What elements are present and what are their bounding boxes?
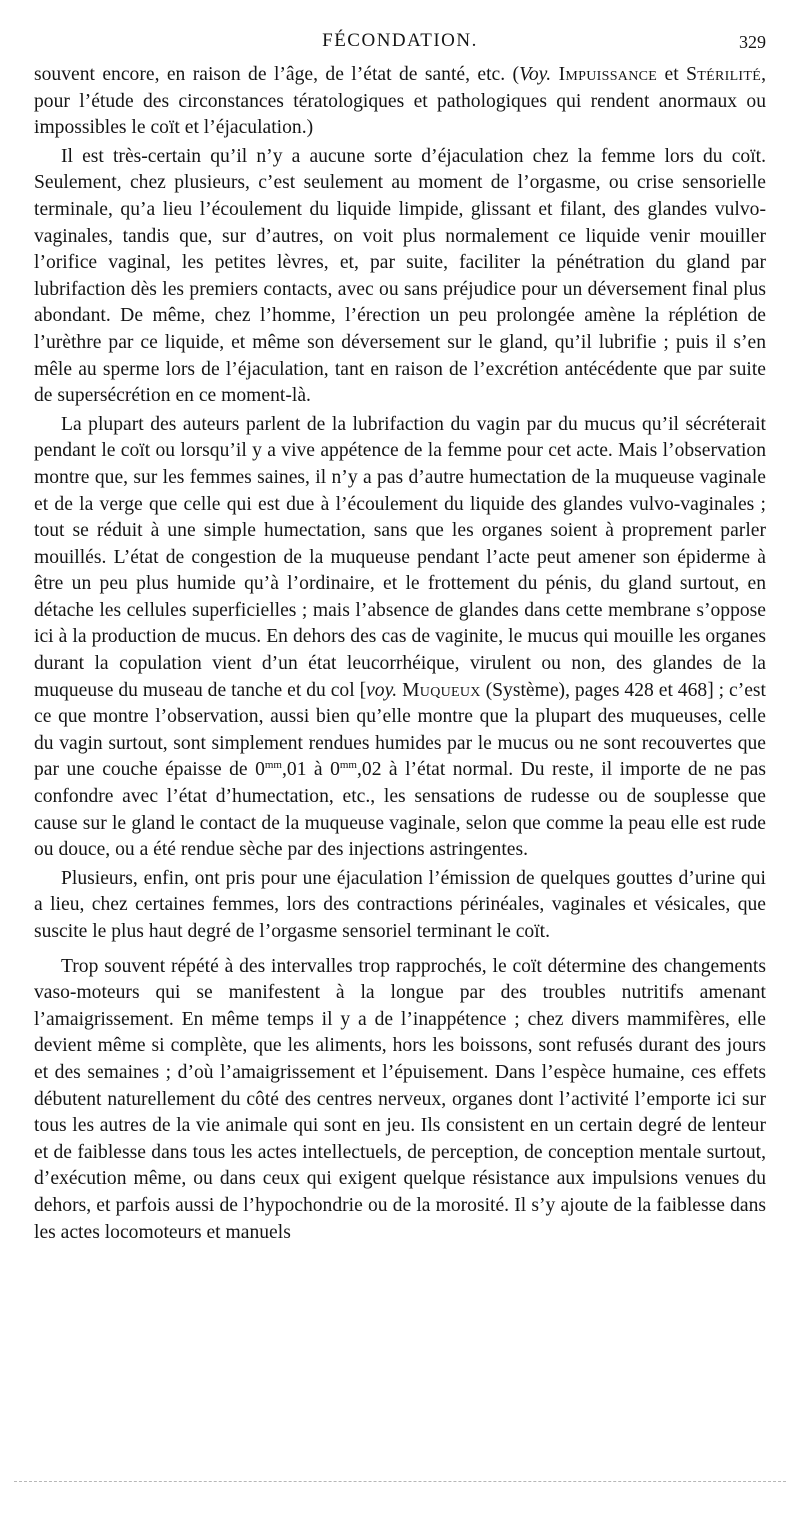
cross-reference-muqueux: Muqueux — [402, 679, 481, 701]
text-run: ,01 à 0 — [282, 759, 340, 781]
unit-superscript: mm — [264, 759, 282, 772]
page-number: 329 — [739, 32, 766, 52]
text-run: et — [657, 64, 687, 85]
text-run — [551, 64, 558, 85]
italic-abbreviation: voy. — [366, 679, 398, 701]
text-run: (Système), pages 428 et 468] ; c’est ce que montre l’observation, aussi bien qu’elle montre que la plupart des muqueuses, celle du vagin surtout, sont simplement rendues humides par le mucus ou ne sont recouvertes que par une couche épaisse de 0 — [34, 679, 767, 781]
running-title: FÉCONDATION. — [322, 30, 478, 51]
text-run: , pour l’étude des circonstances tératologiques et pathologiques qui rendent anormaux ou impossibles le coït et l’éjaculation.) — [34, 64, 766, 139]
body-text — [34, 62, 766, 1248]
unit-superscript: mm — [339, 759, 357, 772]
cross-reference-impuissance: Impuissance — [558, 64, 658, 85]
text-run: souvent encore, en raison de l’âge, de l’état de santé, etc. ( — [34, 64, 520, 85]
scan-edge-line — [14, 1481, 786, 1482]
paragraph-2: Il est très-certain qu’il n’y a aucune sorte d’éjaculation chez la femme lors du coït. Seulement, chez plusieurs, c’est seulement au moment de l’orgasme, ou crise sensorielle terminale, qu’a lieu l’écoulement du liquide limpide, glissant et filant, des glandes vulvo-vaginales, tandis que, sur d’autres, on voit plus normalement ce liquide venir mouiller l’orifice vaginal, les petites lèvres, et, par suite, faciliter la pénétration du gland par lubrifaction dès les premiers contacts, avec ou sans préjudice pour un déversement final plus abondant. De même, chez l’homme, l’érection un peu prolongée amène la réplétion de l’urèthre par ce liquide, et même son déversement sur le gland, qu’il lubrifie ; puis il s’en mêle au sperme lors de l’éjaculation, tant en raison de l’excrétion antécédente que par suite de supersécrétion en ce moment-là. — [34, 145, 766, 407]
paragraph-4: Plusieurs, enfin, ont pris pour une éjaculation l’émission de quelques gouttes d’urine qui a lieu, chez certaines femmes, lors des contractions périnéales, vaginales et vésicales, que suscite le plus haut degré de l’orgasme sensoriel terminant le coït. — [34, 867, 766, 942]
paragraph-1 — [34, 62, 766, 142]
running-header — [34, 20, 766, 60]
text-run: La plupart des auteurs parlent de la lubrifaction du vagin par du mucus qu’il sécréterait pendant le coït ou lorsqu’il y a vive appétence de la femme pour cet acte. Mais l’observation montre que, sur les femmes saines, il n’y a pas d’autre humectation de la muqueuse vaginale et de la verge que celle qui est due à l’écoulement du liquide des glandes vulvo-vaginales ; tout se réduit à une simple humectation, sans que les organes soient à proprement parler mouillés. L’état de congestion de la muqueuse pendant l’acte peut amener son épiderme à être un peu plus humide qu’à l’ordinaire, et le frottement du pénis, du gland surtout, en détache les cellules superficielles ; mais l’absence de glandes dans cette membrane s’oppose ici à la production de mucus. En dehors des cas de vaginite, le mucus qui mouille les organes durant la copulation vient d’un état leucorrhéique, virulent ou non, des glandes de la muqueuse du museau de tanche et du col [ — [34, 413, 766, 701]
text-run: ,02 à l’état normal. Du reste, il importe de ne pas confondre avec l’état d’humectation, etc., les sensations de rudesse ou de souplesse que cause sur le gland le contact de la muqueuse vaginale, selon que comme la peau elle est rude ou douce, ou a été rendue sèche par des injections astringentes. — [34, 759, 767, 861]
cross-reference-sterilite: Stérilité — [686, 64, 762, 85]
paragraph-3 — [34, 412, 766, 864]
italic-abbreviation: Voy. — [519, 64, 552, 85]
paragraph-5: Trop souvent répété à des intervalles trop rapprochés, le coït détermine des changements vaso-moteurs qui se manifestent à la longue par des troubles nutritifs amenant l’amaigrissement. En même temps il y a de l’inappétence ; chez divers mammifères, elle devient même si complète, que les aliments, hors les boissons, sont refusés durant des jours et des semaines ; d’où l’amaigrissement et l’épuisement. Dans l’espèce humaine, ces effets débutent naturellement du côté des centres nerveux, organes dont l’activité l’emporte ici sur tous les autres de la vie animale qui sont en jeu. Ils consistent en un certain degré de lenteur et de faiblesse dans tous les actes intellectuels, de perception, de conception mentale surtout, d’exécution même, ou dans ceux qui exigent quelque résistance aux impulsions venues du dehors, et parfois aussi de l’hypochondrie ou de la morosité. Il s’y ajoute de la faiblesse dans les actes locomoteurs et manuels — [34, 955, 766, 1243]
